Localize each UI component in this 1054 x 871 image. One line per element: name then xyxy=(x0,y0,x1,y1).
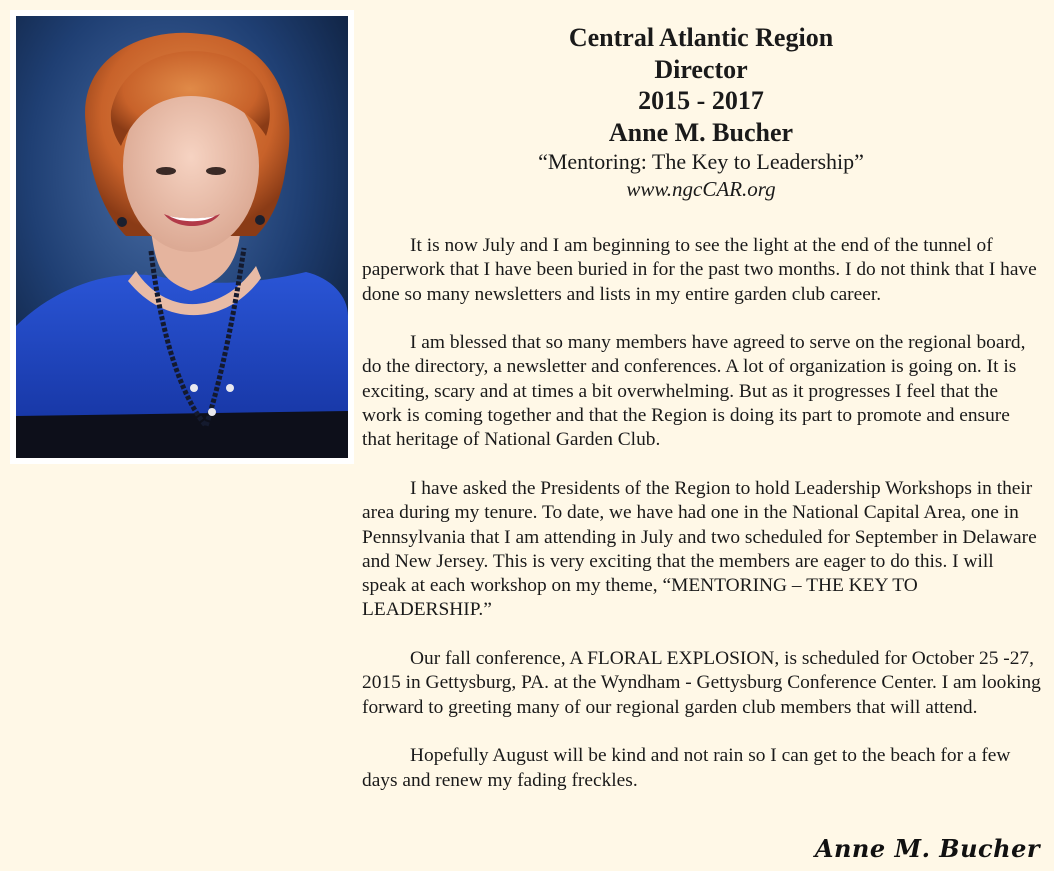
region-title: Central Atlantic Region xyxy=(568,23,834,52)
lower-shadow xyxy=(16,411,348,458)
paragraph: Hopefully August will be kind and not rain so I can get to the beach for a few days and renew my fading freckles. xyxy=(362,745,1011,791)
director-theme: “Mentoring: The Key to Leadership” xyxy=(538,149,864,174)
paragraph: I have asked the Presidents of the Region to hold Leadership Workshops in their area during my tenure. To date, we have had one in the National Capital Area, one in Pennsylvania that I am attending in July and two scheduled for September in Delaware and New Jersey. This is very exciting that the members are eager to do this. I will speak at each workshop on my theme, “MENTORING – THE KEY TO LEADERSHIP.” xyxy=(362,477,1037,621)
position-title: Director xyxy=(654,54,748,84)
necklace-pearl xyxy=(226,384,234,392)
left-eye xyxy=(156,167,176,175)
portrait-photo xyxy=(16,16,348,458)
paragraph: It is now July and I am beginning to see the light at the end of the tunnel of paperwork that I have been buried in for the past two months. I do not think that I have done so many newsletters and lists in my entire garden club career. xyxy=(362,235,1037,305)
left-earring xyxy=(117,217,127,227)
article-header xyxy=(366,22,1036,202)
right-eye xyxy=(206,167,226,175)
necklace-pearl xyxy=(190,384,198,392)
signature: Anne M. Bucher xyxy=(814,834,1040,863)
necklace-pearl xyxy=(208,408,216,416)
paragraph: Our fall conference, A FLORAL EXPLOSION, is scheduled for October 25 -27, 2015 in Gettysburg, PA. at the Wyndham - Gettysburg Conference Center. I am looking forward to greeting many of our regional garden club members that will attend. xyxy=(362,648,1041,718)
director-name: Anne M. Bucher xyxy=(608,117,794,147)
website-link[interactable]: www.ngcCAR.org xyxy=(626,177,776,201)
right-earring xyxy=(255,215,265,225)
portrait-photo-frame xyxy=(10,10,354,464)
paragraph: I am blessed that so many members have agreed to serve on the regional board, do the directory, a newsletter and conferences. A lot of organization is going on. It is exciting, scary and at times a bit overwhelming. But as it progresses I feel that the work is coming together and that the Region is doing its part to promote and ensure that heritage of National Garden Club. xyxy=(362,332,1026,451)
term-years: 2015 - 2017 xyxy=(638,86,764,115)
article-body xyxy=(362,234,1042,817)
